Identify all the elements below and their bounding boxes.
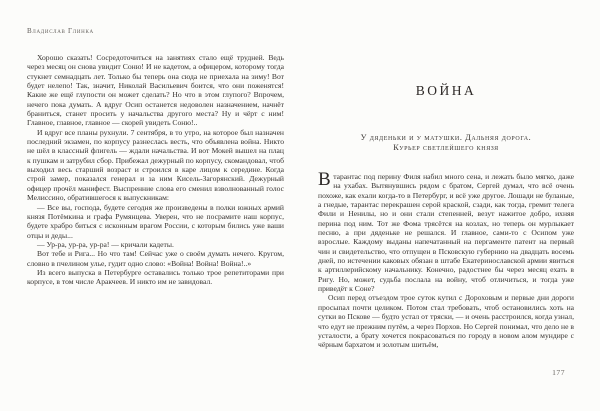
right-page-text-block (318, 169, 574, 350)
body-paragraph: Из всего выпуска в Петербурге оставались только трое репетиторами при корпусе, в том числе Аракчеев. И никто им не завидовал. (27, 267, 284, 287)
drop-cap-letter: В (318, 169, 331, 190)
chapter-subtitle-line2: Курьер светлейшего князя (393, 142, 499, 152)
left-page (27, 0, 284, 411)
chapter-subtitle-line1: У дяденьки и у матушки. Дальняя дорога. (360, 133, 532, 142)
running-head-author: Владислав Глинка (27, 27, 94, 35)
chapter-title: ВОЙНА (415, 83, 477, 98)
chapter-subtitle (318, 133, 574, 153)
body-paragraph: Вот тебе и Рига... Но что там! Сейчас уже о своём думать нечего. Кругом, словно в пчелином улье, гудит одно слово: «Война! Война! Война!..» (27, 249, 284, 268)
body-paragraph-dropcap (318, 169, 574, 294)
page-number: 177 (552, 368, 565, 377)
body-paragraph: Хорошо сказать! Сосредоточиться на занятиях стало ещё трудней. Ведь через месяц он снова увидит Соню! И не кадетом, а офицером, которому тогда стукнет семнадцать лет. Только бы теперь она сюда не приехала на зиму! Вот будет нелепо! Так, значит, Николай Васильевич боится, что они поженятся! Какие же ещё глупости он может сделать? Но что в этом глупого? Впрочем, нечего пока думать. А вдруг Осип останется недоволен назначением, начнёт браниться, станет просить у начальства другого места? Ну и чёрт с ним! Главное, главное, главное — скорей увидеть Соню!.. (27, 53, 284, 128)
body-paragraph-dialogue: — Ур-ра, ур-ра, ур-ра! — кричали кадеты. (37, 239, 174, 249)
left-page-text-block (27, 53, 284, 287)
paragraph-text: тарантас под перину Филя набил много сена, и лежать было мягко, даже на ухабах. Вытянувшись рядом с братом, Сергей думал, что всё очень похоже, как ехали когда-то в Петербург, и всё уже другое. Лошади не буланые, а гнедые, тарантас перекрашен серой краской, сзади, как тогда, гремит телега Фили и Ненилы, но и они стали степенней, везут нажитое добро, ихняя перина под ним. Тот же Фома трясётся на козлах, но теперь он мурлыкает песню, а при дяденьке не решался. И главное, сами-то с Осипом уже взрослые. Каждому выданы напечатанный на пергаменте патент на первый чин и свидетельство, что отпущен в Псковскую губернию на двадцать восемь дней, по истечении каковых обязан в штабе Екатеринославской армии явиться к артиллерийскому начальнику. Конечно, радостнее бы через месяц ехать в Ригу. Но, может, судьба послала на войну, чтоб отличиться, и тогда уже приведёт к Соне? (318, 172, 574, 294)
body-paragraph: И вдруг все планы рухнули. 7 сентября, в то утро, на которое был назначен последний экзамен, по корпусу разнеслась весть, что объявлена война. Никто не шёл в классный флигель — ждали начальства. И вот Мокей вышел на плац к пушкам и затрубил сбор. Прибежал дежурный по корпусу, скомандовал, чтоб выходил весь старший возраст и строился в каре лицом к середине. Когда строй замер, показался генерал и за ним Кисель-Загорянский. Дежурный офицер прочёл манифест. Выспренние слова его сменил взволнованный голос Мелиссино, обратившегося к выпускникам: (27, 127, 284, 203)
body-paragraph: Осип перед отъездом трое суток кутил с Дороховым и первые дни дороги просыпал почти целиком. Потом стал требовать, чтоб остановились хоть на сутки во Пскове — будто устал от тряски, — и очень расстроился, когда узнал, что едут не прежним путём, а через Порхов. Но Сергей понимал, что дело не в усталости, а брату хочется покрасоваться по городу в новом алом мундире с чёрным бархатом и золотым шитьём, (318, 293, 574, 350)
body-paragraph-dialogue: — Все вы, господа, будете сегодня же произведены в полки южных армий князя Потёмкина и графа Румянцева. Уверен, что не посрамите наш корпус, будете храбро биться с исконным врагом России, с которым бились уже ваши отцы и деды... (27, 202, 284, 240)
right-page (318, 0, 574, 411)
